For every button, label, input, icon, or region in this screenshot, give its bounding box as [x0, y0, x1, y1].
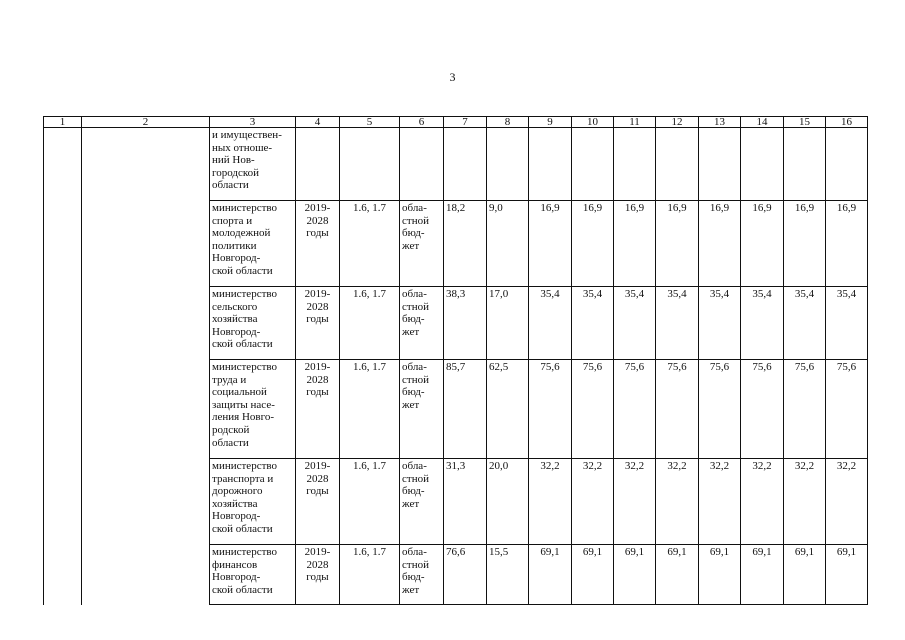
- header-cell-5: 5: [340, 117, 400, 128]
- value-cell-text: 62,5: [489, 361, 509, 373]
- value-cell: [487, 360, 529, 459]
- value-cell-text: 35,4: [624, 288, 645, 300]
- value-cell-text: 35,4: [582, 288, 603, 300]
- header-cell-15: 15: [784, 117, 826, 128]
- value-cell: [741, 201, 784, 287]
- value-cell: [656, 545, 699, 605]
- value-cell: [614, 459, 656, 545]
- value-cell: [656, 360, 699, 459]
- period-cell-text: 2019- 2028 годы: [304, 546, 331, 584]
- value-cell-text: 35,4: [794, 288, 815, 300]
- period-cell-text: 2019- 2028 годы: [304, 288, 331, 326]
- source-cell: [400, 360, 444, 459]
- empty-cell: [699, 128, 741, 201]
- value-cell-text: 31,3: [446, 460, 466, 472]
- empty-cell: [340, 128, 400, 201]
- value-cell: [529, 545, 572, 605]
- value-cell-text: 9,0: [489, 202, 503, 214]
- value-cell-text: 16,9: [582, 202, 603, 214]
- source-cell: [400, 545, 444, 605]
- header-cell-13: 13: [699, 117, 741, 128]
- value-cell-text: 75,6: [540, 361, 560, 373]
- points-cell-text: 1.6, 1.7: [353, 460, 386, 472]
- value-cell-text: 32,2: [709, 460, 730, 472]
- value-cell: [741, 459, 784, 545]
- value-cell: [572, 459, 614, 545]
- value-cell: [826, 287, 868, 360]
- ministry-cell: [210, 201, 296, 287]
- value-cell: [784, 360, 826, 459]
- header-cell-16: 16: [826, 117, 868, 128]
- value-cell-text: 16,9: [667, 202, 687, 214]
- value-cell-text: 75,6: [624, 361, 645, 373]
- ministry-cell: [210, 459, 296, 545]
- header-cell-11: 11: [614, 117, 656, 128]
- value-cell-text: 35,4: [667, 288, 687, 300]
- value-cell: [572, 360, 614, 459]
- points-cell: [340, 287, 400, 360]
- value-cell-text: 18,2: [446, 202, 466, 214]
- period-cell-text: 2019- 2028 годы: [304, 460, 331, 498]
- header-cell-9: 9: [529, 117, 572, 128]
- source-cell-text: обла- стной бюд- жет: [402, 288, 429, 338]
- value-cell: [444, 201, 487, 287]
- value-cell-text: 75,6: [667, 361, 687, 373]
- column-2-cell: [82, 128, 210, 605]
- value-cell: [487, 287, 529, 360]
- value-cell-text: 32,2: [624, 460, 645, 472]
- table-row-continuation: [44, 128, 868, 201]
- source-cell-text: обла- стной бюд- жет: [402, 202, 429, 252]
- value-cell: [784, 545, 826, 605]
- value-cell-text: 32,2: [836, 460, 857, 472]
- value-cell-text: 16,9: [836, 202, 857, 214]
- value-cell-text: 20,0: [489, 460, 509, 472]
- value-cell-text: 35,4: [540, 288, 560, 300]
- value-cell-text: 16,9: [794, 202, 815, 214]
- value-cell: [444, 459, 487, 545]
- empty-cell: [614, 128, 656, 201]
- ministry-cell-text: министерство спорта и молодежной политики Новгород- ской области: [212, 202, 278, 277]
- value-cell-text: 15,5: [489, 546, 509, 558]
- value-cell-text: 32,2: [794, 460, 815, 472]
- page-number: 3: [449, 70, 456, 84]
- ministry-cell-text: министерство финансов Новгород- ской области: [212, 546, 278, 596]
- source-cell-text: обла- стной бюд- жет: [402, 460, 429, 510]
- value-cell-text: 32,2: [582, 460, 603, 472]
- empty-cell: [444, 128, 487, 201]
- value-cell-text: 69,1: [794, 546, 815, 558]
- source-cell: [400, 201, 444, 287]
- data-table: [43, 116, 868, 605]
- source-cell-text: обла- стной бюд- жет: [402, 546, 429, 596]
- source-cell-text: обла- стной бюд- жет: [402, 361, 429, 411]
- empty-cell: [487, 128, 529, 201]
- column-1-cell: [44, 128, 82, 605]
- value-cell: [444, 287, 487, 360]
- header-cell-4: 4: [296, 117, 340, 128]
- value-cell: [614, 201, 656, 287]
- empty-cell: [656, 128, 699, 201]
- period-cell: [296, 545, 340, 605]
- period-cell: [296, 360, 340, 459]
- value-cell-text: 32,2: [540, 460, 560, 472]
- empty-cell: [741, 128, 784, 201]
- points-cell: [340, 201, 400, 287]
- value-cell-text: 16,9: [624, 202, 645, 214]
- value-cell-text: 75,6: [794, 361, 815, 373]
- ministry-cell-text: министерство труда и социальной защиты насе- ления Новго- родской области: [212, 361, 278, 449]
- value-cell-text: 69,1: [709, 546, 730, 558]
- ministry-text: и имуществен- ных отноше- ний Нов- городской области: [212, 129, 282, 192]
- period-cell-text: 2019- 2028 годы: [304, 202, 331, 240]
- value-cell-text: 16,9: [540, 202, 560, 214]
- header-cell-14: 14: [741, 117, 784, 128]
- value-cell: [614, 287, 656, 360]
- value-cell: [487, 459, 529, 545]
- value-cell: [826, 545, 868, 605]
- header-cell-10: 10: [572, 117, 614, 128]
- value-cell-text: 69,1: [582, 546, 603, 558]
- value-cell-text: 75,6: [709, 361, 730, 373]
- value-cell-text: 69,1: [624, 546, 645, 558]
- value-cell: [699, 545, 741, 605]
- period-cell: [296, 287, 340, 360]
- points-cell: [340, 545, 400, 605]
- value-cell: [699, 360, 741, 459]
- empty-cell: [400, 128, 444, 201]
- ministry-cell: [210, 360, 296, 459]
- value-cell: [529, 287, 572, 360]
- value-cell: [444, 360, 487, 459]
- value-cell: [487, 545, 529, 605]
- value-cell-text: 38,3: [446, 288, 466, 300]
- period-cell-text: 2019- 2028 годы: [304, 361, 331, 399]
- ministry-cell-text: министерство транспорта и дорожного хозяйства Новгород- ской области: [212, 460, 278, 535]
- value-cell: [826, 360, 868, 459]
- value-cell-text: 35,4: [752, 288, 772, 300]
- value-cell: [784, 459, 826, 545]
- value-cell-text: 75,6: [836, 361, 857, 373]
- value-cell: [529, 360, 572, 459]
- value-cell: [529, 459, 572, 545]
- value-cell-text: 32,2: [667, 460, 687, 472]
- value-cell: [741, 545, 784, 605]
- source-cell: [400, 459, 444, 545]
- value-cell-text: 69,1: [752, 546, 772, 558]
- empty-cell: [784, 128, 826, 201]
- value-cell-text: 85,7: [446, 361, 466, 373]
- value-cell-text: 16,9: [709, 202, 730, 214]
- points-cell-text: 1.6, 1.7: [353, 288, 386, 300]
- empty-cell: [296, 128, 340, 201]
- value-cell: [741, 360, 784, 459]
- value-cell-text: 69,1: [836, 546, 857, 558]
- header-cell-1: 1: [44, 117, 82, 128]
- header-cell-7: 7: [444, 117, 487, 128]
- value-cell: [741, 287, 784, 360]
- value-cell: [656, 287, 699, 360]
- header-cell-2: 2: [82, 117, 210, 128]
- value-cell: [572, 545, 614, 605]
- period-cell: [296, 201, 340, 287]
- value-cell-text: 35,4: [709, 288, 730, 300]
- value-cell: [444, 545, 487, 605]
- value-cell-text: 16,9: [752, 202, 772, 214]
- value-cell-text: 76,6: [446, 546, 466, 558]
- header-cell-6: 6: [400, 117, 444, 128]
- value-cell: [784, 287, 826, 360]
- empty-cell: [572, 128, 614, 201]
- empty-cell: [529, 128, 572, 201]
- table-header-row: [44, 117, 868, 128]
- value-cell: [699, 201, 741, 287]
- ministry-cell: [210, 287, 296, 360]
- points-cell-text: 1.6, 1.7: [353, 546, 386, 558]
- ministry-cell: [210, 128, 296, 201]
- value-cell-text: 69,1: [667, 546, 687, 558]
- value-cell: [699, 459, 741, 545]
- value-cell: [572, 287, 614, 360]
- value-cell: [656, 201, 699, 287]
- value-cell-text: 69,1: [540, 546, 560, 558]
- value-cell: [784, 201, 826, 287]
- value-cell: [572, 201, 614, 287]
- value-cell: [826, 201, 868, 287]
- value-cell-text: 75,6: [582, 361, 603, 373]
- value-cell-text: 75,6: [752, 361, 772, 373]
- points-cell: [340, 459, 400, 545]
- value-cell: [487, 201, 529, 287]
- value-cell-text: 17,0: [489, 288, 509, 300]
- value-cell: [826, 459, 868, 545]
- source-cell: [400, 287, 444, 360]
- header-cell-3: 3: [210, 117, 296, 128]
- ministry-cell-text: министерство сельского хозяйства Новгород- ской области: [212, 288, 278, 351]
- points-cell-text: 1.6, 1.7: [353, 202, 386, 214]
- header-cell-12: 12: [656, 117, 699, 128]
- value-cell: [529, 201, 572, 287]
- ministry-cell: [210, 545, 296, 605]
- value-cell-text: 32,2: [752, 460, 772, 472]
- points-cell: [340, 360, 400, 459]
- header-cell-8: 8: [487, 117, 529, 128]
- value-cell: [614, 360, 656, 459]
- value-cell-text: 35,4: [836, 288, 857, 300]
- period-cell: [296, 459, 340, 545]
- points-cell-text: 1.6, 1.7: [353, 361, 386, 373]
- value-cell: [656, 459, 699, 545]
- empty-cell: [826, 128, 868, 201]
- value-cell: [699, 287, 741, 360]
- value-cell: [614, 545, 656, 605]
